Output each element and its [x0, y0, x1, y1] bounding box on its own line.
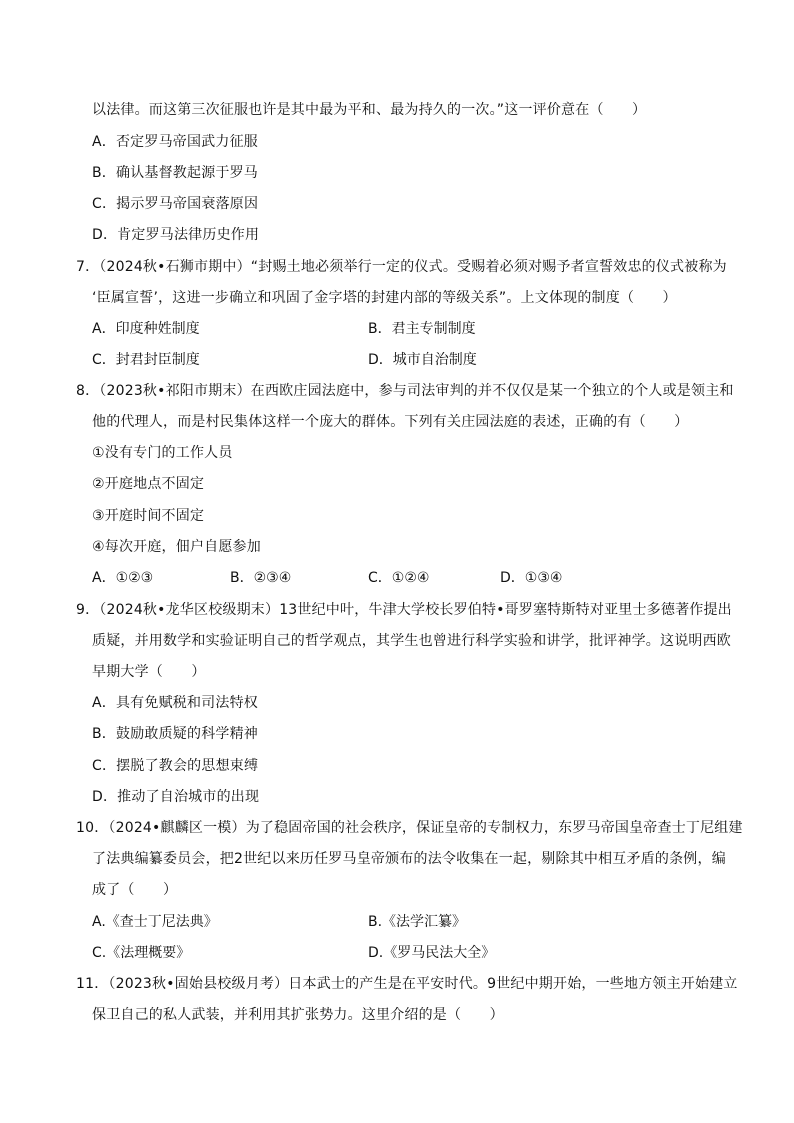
- question-8-statement-1: ①没有专门的工作人员: [92, 445, 233, 461]
- question-9-stem-line-2: 质疑，并用数学和实验证明自己的哲学观点，其学生也曾进行科学实验和讲学，批评神学。这说明西欧: [92, 633, 731, 649]
- question-10-option-d: D.《罗马民法大全》: [368, 945, 496, 961]
- question-9-option-b: B．鼓励敢质疑的科学精神: [92, 726, 259, 742]
- question-10-option-c: C.《法理概要》: [92, 945, 191, 961]
- question-7-option-c: C．封君封臣制度: [92, 352, 200, 368]
- question-8-option-c: C．①②④: [368, 570, 430, 586]
- question-7-option-a: A．印度种姓制度: [92, 321, 200, 337]
- question-7-option-d: D．城市自治制度: [368, 352, 477, 368]
- question-6-option-b: B．确认基督教起源于罗马: [92, 165, 259, 181]
- question-7-stem-line-1: 7．（2024秋•石狮市期中）“封赐土地必须举行一定的仪式。受赐着必须对赐予者宣誓效忠的仪式被称为: [76, 259, 727, 275]
- question-6-option-a: A．否定罗马帝国武力征服: [92, 134, 258, 150]
- question-9-stem-line-3: 早期大学（ ）: [92, 664, 206, 680]
- question-8-option-b: B．②③④: [230, 570, 292, 586]
- question-8-statement-2: ②开庭地点不固定: [92, 476, 205, 492]
- question-6-stem-end: 以法律。而这第三次征服也许是其中最为平和、最为持久的一次。”这一评价意在（ ）: [92, 102, 647, 118]
- question-9-option-d: D．推动了自治城市的出现: [92, 789, 260, 805]
- question-10-stem-line-1: 10．（2024•麒麟区一模）为了稳固帝国的社会秩序，保证皇帝的专制权力，东罗马帝国皇帝查士丁尼组建: [76, 820, 743, 836]
- question-10-option-a: A.《查士丁尼法典》: [92, 914, 218, 930]
- question-8-option-a: A．①②③: [92, 570, 154, 586]
- question-8-stem-line-2: 他的代理人，而是村民集体这样一个庞大的群体。下列有关庄园法庭的表述，正确的有（ ）: [92, 414, 689, 430]
- question-6-option-c: C．揭示罗马帝国衰落原因: [92, 196, 259, 212]
- question-11-stem-line-2: 保卫自己的私人武装，并利用其扩张势力。这里介绍的是（ ）: [92, 1007, 504, 1023]
- question-8-option-d: D．①③④: [500, 570, 563, 586]
- question-9-option-a: A．具有免赋税和司法特权: [92, 695, 258, 711]
- question-8-statement-4: ④每次开庭，佃户自愿参加: [92, 539, 261, 555]
- question-9-option-c: C．摆脱了教会的思想束缚: [92, 758, 259, 774]
- question-10-stem-line-3: 成了（ ）: [92, 882, 178, 898]
- question-11-stem-line-1: 11．（2023秋•固始县校级月考）日本武士的产生是在平安时代。9世纪中期开始，一些地方领主开始建立: [76, 976, 738, 992]
- question-6-option-d: D．肯定罗马法律历史作用: [92, 227, 260, 243]
- question-10-option-b: B.《法学汇纂》: [368, 914, 467, 930]
- question-8-statement-3: ③开庭时间不固定: [92, 508, 205, 524]
- question-7-stem-line-2: ‘臣属宣誓’，这进一步确立和巩固了金字塔的封建内部的等级关系”。上文体现的制度（ ）: [92, 290, 677, 306]
- question-8-stem-line-1: 8．（2023秋•祁阳市期末）在西欧庄园法庭中，参与司法审判的并不仅仅是某一个独立的个人或是领主和: [76, 383, 734, 399]
- question-10-stem-line-2: 了法典编纂委员会，把2世纪以来历任罗马皇帝颁布的法令收集在一起，剔除其中相互矛盾的条例，编: [92, 851, 726, 867]
- question-9-stem-line-1: 9．（2024秋•龙华区校级期末）13世纪中叶，牛津大学校长罗伯特•哥罗塞特斯特对亚里士多德著作提出: [76, 602, 732, 618]
- question-7-option-b: B．君主专制制度: [368, 321, 476, 337]
